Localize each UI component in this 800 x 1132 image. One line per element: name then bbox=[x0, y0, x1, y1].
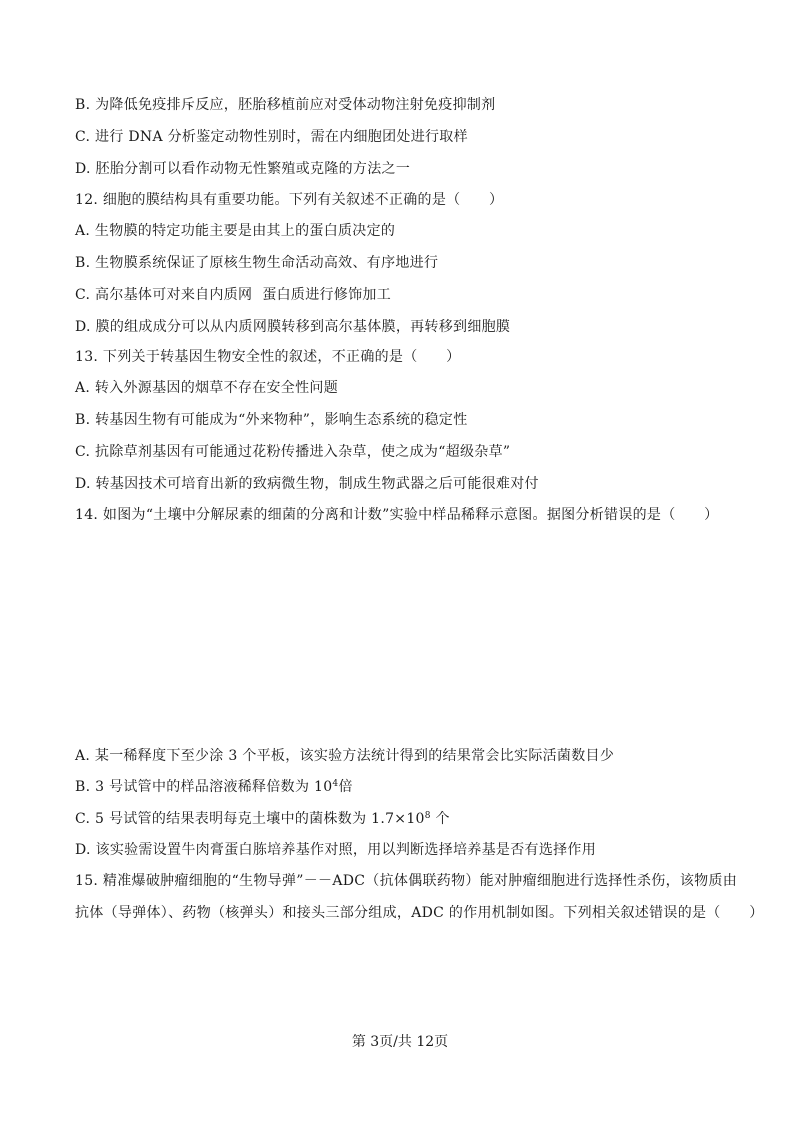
page-footer: 第 3页/共 12页 bbox=[351, 1034, 449, 1050]
q15-stem-line1: 15. 精准爆破肿瘤细胞的“生物导弹”－－ADC（抗体偶联药物）能对肿瘤细胞进行选择性杀伤，该物质由 bbox=[75, 873, 738, 889]
q12-stem: 12. 细胞的膜结构具有重要功能。下列有关叙述不正确的是（ ） bbox=[75, 192, 504, 208]
q14-option-b-text: B. 3 号试管中的样品溶液稀释倍数为 10 bbox=[75, 779, 333, 795]
q12-option-c-part2: 蛋白质进行修饰加工 bbox=[262, 287, 392, 303]
q14-option-a: A. 某一稀释度下至少涂 3 个平板，该实验方法统计得到的结果常会比实际活菌数目少 bbox=[75, 748, 615, 764]
q11-option-d: D. 胚胎分割可以看作动物无性繁殖或克隆的方法之一 bbox=[75, 161, 411, 177]
q12-option-c bbox=[75, 285, 391, 305]
q14-option-b bbox=[75, 777, 353, 797]
q14-option-d: D. 该实验需设置牛肉膏蛋白胨培养基作对照，用以判断选择培养基是否有选择作用 bbox=[75, 842, 597, 858]
q12-option-a: A. 生物膜的特定功能主要是由其上的蛋白质决定的 bbox=[75, 223, 396, 239]
q12-option-d: D. 膜的组成成分可以从内质网膜转移到高尔基体膜，再转移到细胞膜 bbox=[75, 319, 511, 335]
q15-stem-line2: 抗体（导弹体）、药物（核弹头）和接头三部分组成，ADC 的作用机制如图。下列相关叙述错误的是（ ） bbox=[75, 905, 764, 921]
q14-option-b-exponent: 4 bbox=[332, 779, 339, 789]
q11-option-b: B. 为降低免疫排斥反应，胚胎移植前应对受体动物注射免疫抑制剂 bbox=[75, 97, 496, 113]
q14-option-b-suffix: 倍 bbox=[338, 779, 353, 795]
q13-option-a: A. 转入外源基因的烟草不存在安全性问题 bbox=[75, 380, 339, 396]
q12-option-b: B. 生物膜系统保证了原核生物生命活动高效、有序地进行 bbox=[75, 255, 439, 271]
q14-option-c-exponent: 8 bbox=[424, 811, 431, 821]
q12-option-c-part1: C. 高尔基体可对来自内质网 bbox=[75, 287, 253, 303]
q14-option-c-suffix: 个 bbox=[430, 811, 450, 827]
q14-option-c bbox=[75, 809, 450, 829]
q13-option-c: C. 抗除草剂基因有可能通过花粉传播进入杂草，使之成为“超级杂草” bbox=[75, 444, 511, 460]
q14-option-c-text: C. 5 号试管的结果表明每克土壤中的菌株数为 1.7×10 bbox=[75, 811, 425, 827]
q13-stem: 13. 下列关于转基因生物安全性的叙述，不正确的是（ ） bbox=[75, 349, 461, 365]
q11-option-c: C. 进行 DNA 分析鉴定动物性别时，需在内细胞团处进行取样 bbox=[75, 129, 468, 145]
q13-option-d: D. 转基因技术可培育出新的致病微生物，制成生物武器之后可能很难对付 bbox=[75, 476, 539, 492]
q13-option-b: B. 转基因生物有可能成为“外来物种”，影响生态系统的稳定性 bbox=[75, 412, 468, 428]
q14-figure-area bbox=[75, 535, 725, 725]
q14-stem: 14. 如图为“土壤中分解尿素的细菌的分离和计数”实验中样品稀释示意图。据图分析错误的是（ ） bbox=[75, 507, 719, 523]
